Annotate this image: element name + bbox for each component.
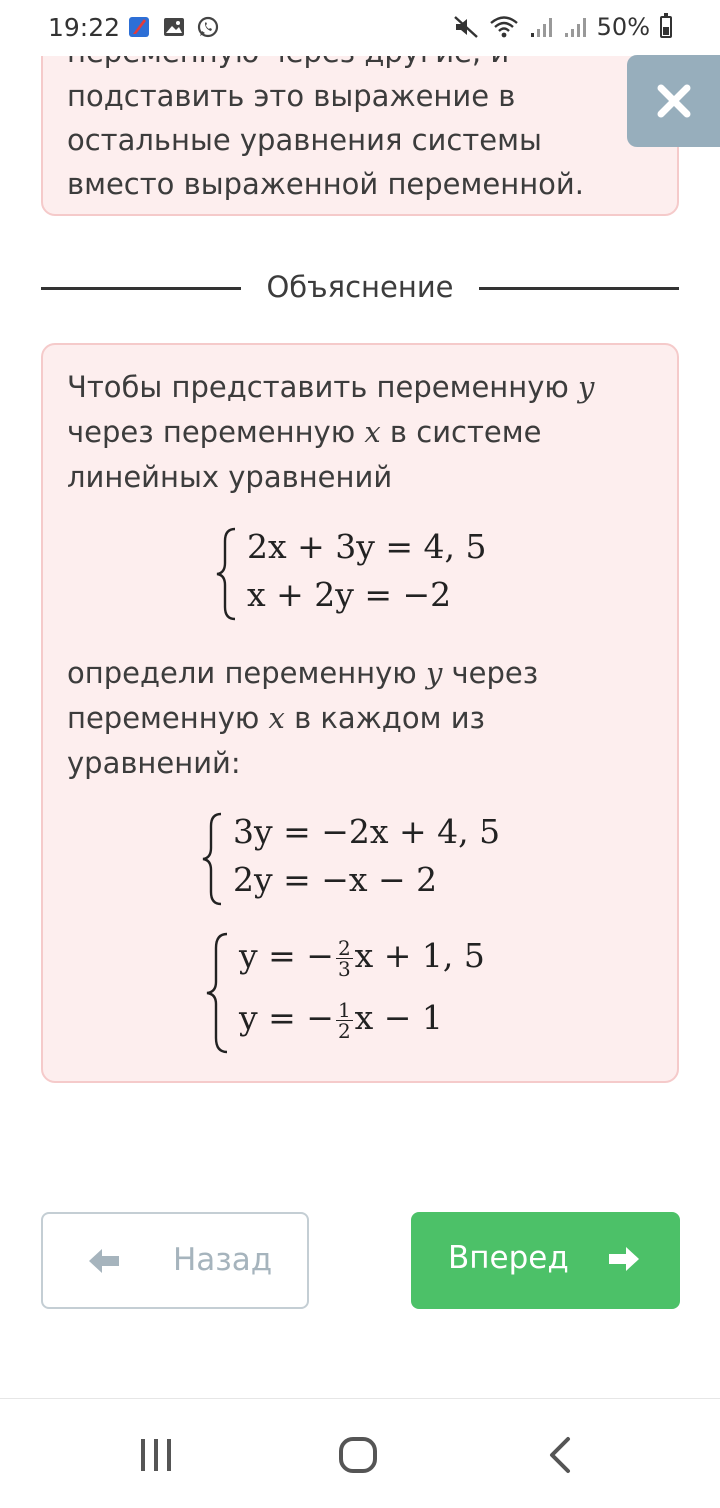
mute-icon	[453, 15, 479, 39]
equation-lhs: y = −	[239, 998, 334, 1037]
equation-lhs: y = −	[239, 936, 334, 975]
brace-icon	[205, 932, 229, 1054]
signal-icon	[563, 15, 587, 39]
fraction	[336, 997, 353, 1043]
back-button-label: Назад	[173, 1242, 273, 1278]
status-right	[453, 13, 672, 41]
fraction-denominator: 2	[337, 1018, 351, 1043]
equation-rhs: x − 1	[354, 998, 443, 1037]
back-button[interactable]	[41, 1212, 309, 1309]
status-time: 19:22	[48, 13, 121, 42]
explanation-middle	[67, 651, 657, 786]
equation-line: x + 2y = −2	[247, 575, 452, 614]
explanation-intro	[67, 365, 657, 500]
equation-line	[239, 936, 485, 979]
gallery-icon	[163, 16, 185, 38]
brace-icon	[201, 812, 223, 906]
system-nav-bar	[0, 1398, 720, 1508]
equation-system-1	[215, 525, 535, 625]
hint-line: вместо выраженной переменной.	[67, 167, 584, 201]
back-nav-icon[interactable]	[546, 1435, 572, 1475]
signal-icon	[529, 15, 553, 39]
section-divider	[41, 264, 679, 312]
equation-line: 2x + 3y = 4, 5	[247, 527, 487, 566]
equation-rhs: x + 1, 5	[354, 936, 485, 975]
whatsapp-icon	[197, 16, 219, 38]
battery-percent: 50%	[596, 13, 650, 41]
fraction-numerator: 2	[337, 935, 351, 960]
divider-line-right	[479, 287, 679, 290]
intro-text: линейных уравнений	[67, 460, 393, 494]
explanation-card	[41, 343, 679, 1083]
intro-text: Чтобы представить переменную	[67, 370, 579, 404]
intro-text: через переменную	[67, 415, 365, 449]
arrow-left-icon	[87, 1246, 121, 1276]
close-button[interactable]	[627, 55, 720, 147]
arrow-right-icon	[607, 1244, 641, 1274]
middle-text: определи переменную	[67, 656, 426, 690]
section-title: Объяснение	[266, 270, 454, 304]
fraction	[336, 935, 353, 981]
hint-line: подставить это выражение в	[67, 79, 516, 113]
middle-text: переменную	[67, 701, 269, 735]
intro-text: в системе	[380, 415, 542, 449]
equation-system-2	[201, 810, 531, 910]
equation-line: 3y = −2x + 4, 5	[233, 812, 501, 851]
middle-text: через	[442, 656, 539, 690]
equation-system-3	[205, 930, 525, 1055]
fraction-denominator: 3	[337, 956, 351, 981]
middle-text: в каждом из	[284, 701, 485, 735]
forward-button-label: Вперед	[448, 1240, 569, 1276]
recents-icon[interactable]	[138, 1435, 174, 1475]
wifi-icon	[489, 15, 519, 39]
hint-line: остальные уравнения системы	[67, 123, 542, 157]
forward-button[interactable]	[411, 1212, 680, 1309]
middle-text: уравнений:	[67, 746, 241, 780]
var-x: x	[364, 415, 381, 449]
var-x: x	[268, 701, 285, 735]
fraction-numerator: 1	[337, 997, 351, 1022]
app-notification-icon	[128, 16, 150, 38]
battery-icon	[660, 16, 672, 38]
var-y: y	[425, 656, 443, 690]
brace-icon	[215, 527, 237, 621]
status-bar	[0, 0, 720, 56]
home-icon[interactable]	[338, 1435, 378, 1475]
equation-line	[239, 998, 443, 1041]
var-y: y	[578, 370, 595, 404]
equation-line: 2y = −x − 2	[233, 860, 438, 899]
close-icon	[656, 83, 692, 119]
